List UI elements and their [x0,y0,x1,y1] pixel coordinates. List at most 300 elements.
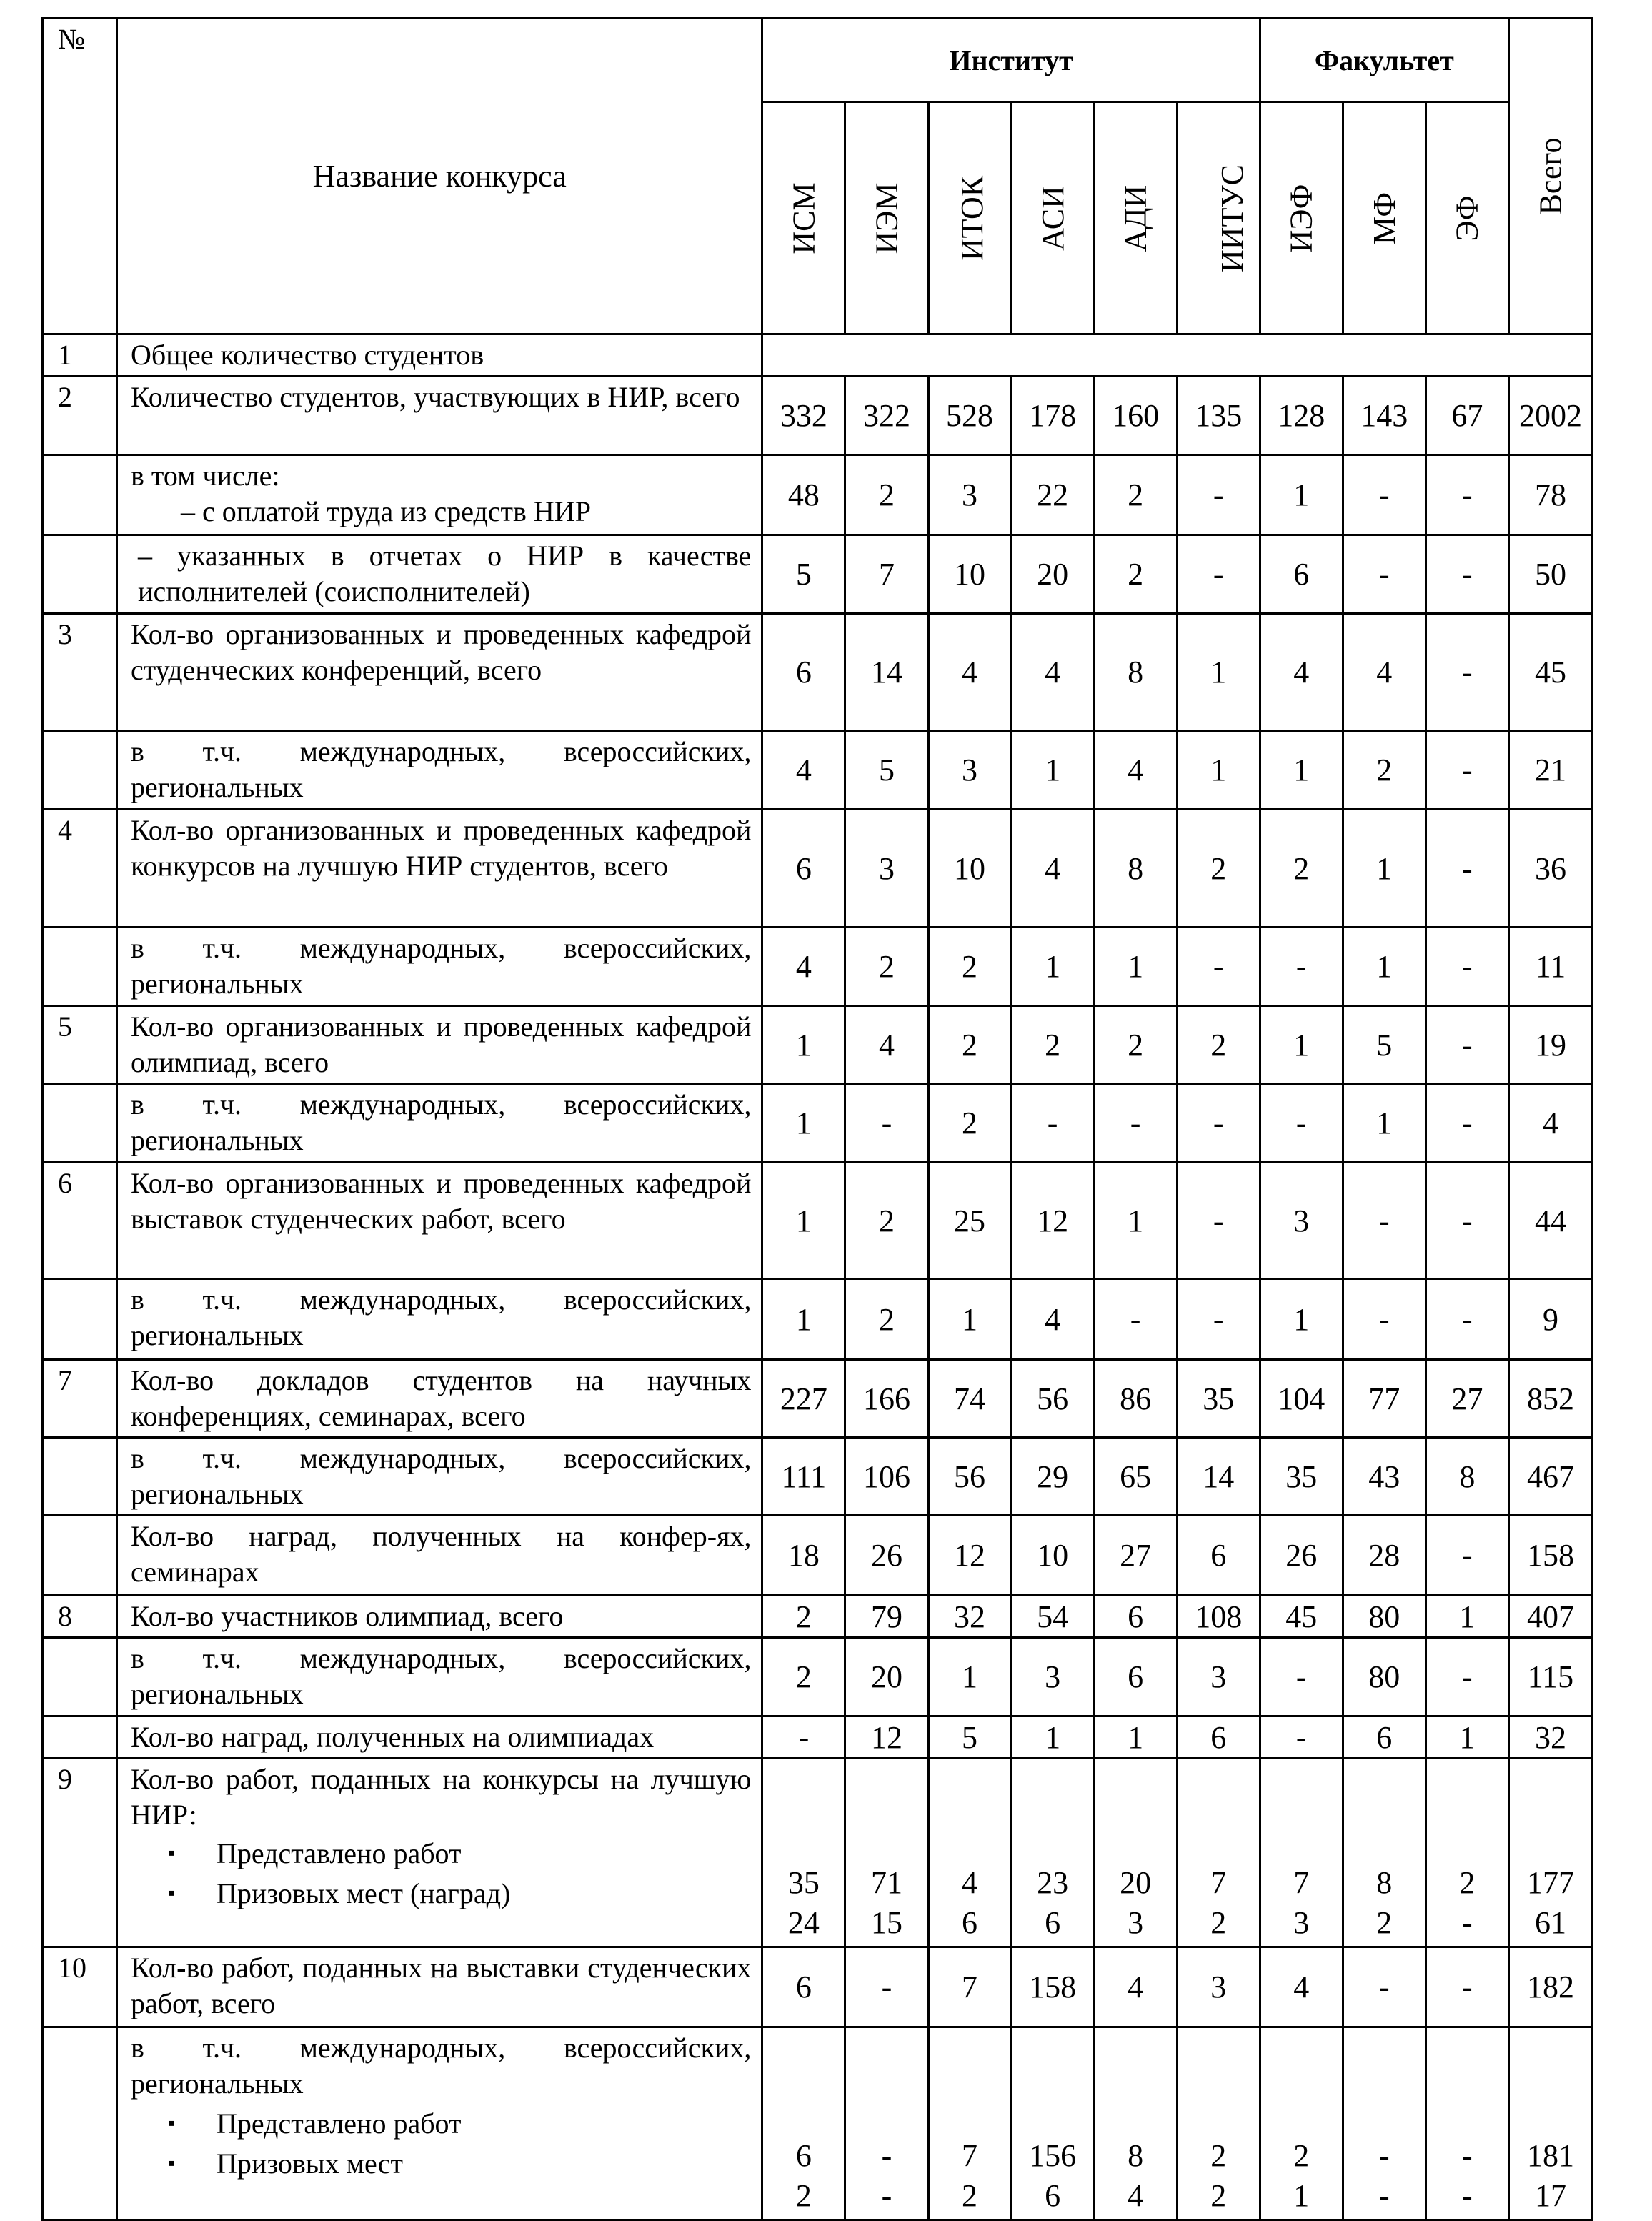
value-cell: 12 [1011,1163,1094,1279]
row-description [117,334,762,377]
value-cell: 1 [762,1279,845,1360]
value-cell: 108 [1177,1596,1260,1638]
value-stacked: 71 [870,1865,902,1900]
value-cell: 3 [845,810,928,928]
value-cell: - [1260,1638,1343,1716]
value-stacked: 7 [962,2138,978,2173]
description-line: – указанных в отчетах о НИР в качестве исполнителей (соисполнителей) [138,540,752,607]
table-row [43,928,1593,1006]
value-cell: 158 [1508,1516,1592,1596]
value-cell: 6 [1177,1516,1260,1596]
value-cell: 6 [762,614,845,731]
row-number: 2 [43,377,117,455]
table-row [43,1438,1593,1516]
value-cell: 78 [1508,455,1592,535]
value-cell: 80 [1343,1638,1425,1716]
description-line: в т.ч. международных, всероссийских, региональных [131,735,752,803]
empty-values-cell [762,334,1593,377]
value-stacked: 156 [1029,2138,1077,2173]
value-cell: 10 [1011,1516,1094,1596]
description-line: в т.ч. международных, всероссийских, региональных [131,2032,752,2100]
value-cell: 27 [1425,1360,1508,1438]
value-stacked: 2 [962,2178,978,2213]
header-contest-name: Название конкурса [117,19,762,334]
value-cell: 56 [1011,1360,1094,1438]
value-cell: 27 [1094,1516,1177,1596]
value-cell: 54 [1011,1596,1094,1638]
value-cell: - [1343,535,1425,614]
value-cell: 2 [1094,1006,1177,1084]
table-row [43,1006,1593,1084]
value-cell: 3 [928,455,1011,535]
value-cell: - [1177,455,1260,535]
value-cell: - [1425,1163,1508,1279]
header-faculty-group: Факультет [1260,19,1508,102]
value-cell: 182 [1508,1947,1592,2027]
value-cell: 7 [845,535,928,614]
value-cell: 332 [762,377,845,455]
bullet-item [131,1876,751,1912]
value-stacked: 61 [1534,1905,1566,1940]
value-cell: 22 [1011,455,1094,535]
value-cell: 111 [762,1438,845,1516]
value-stacked: 6 [795,2138,812,2173]
description-line: в т.ч. международных, всероссийских, региональных [131,1283,752,1351]
header-number: № [43,19,117,334]
value-cell [1508,2027,1592,2220]
row-description [117,1516,762,1596]
value-cell: - [1177,1084,1260,1163]
value-cell: 143 [1343,377,1425,455]
bullet-item [131,2106,751,2142]
value-cell: 50 [1508,535,1592,614]
description-line: – с оплатой труда из средств НИР [181,495,591,527]
description-line: Кол-во наград, полученных на олимпиадах [131,1721,655,1753]
value-stacked: - [1378,2178,1390,2213]
value-cell: 6 [1094,1638,1177,1716]
row-number [43,1638,117,1716]
value-cell [1343,1759,1425,1947]
table-row [43,1516,1593,1596]
value-cell: 45 [1260,1596,1343,1638]
description-line: в т.ч. международных, всероссийских, региональных [131,1442,752,1510]
value-cell: - [1425,810,1508,928]
row-description [117,455,762,535]
header-total-label: Всего [1533,137,1568,215]
row-description [117,1759,762,1947]
value-cell: 1 [1425,1716,1508,1759]
bullet-icon: ▪ [168,1882,175,1904]
value-cell: 852 [1508,1360,1592,1438]
value-cell: 36 [1508,810,1592,928]
description-line: в т.ч. международных, всероссийских, региональных [131,1088,752,1156]
value-cell: 11 [1508,928,1592,1006]
value-cell [1094,1759,1177,1947]
value-cell: 1 [1260,1006,1343,1084]
table-row [43,1759,1593,1947]
value-cell: 106 [845,1438,928,1516]
row-description [117,1438,762,1516]
value-cell: 1 [1094,928,1177,1006]
value-cell: 2 [1177,810,1260,928]
table-row [43,334,1593,377]
table-row [43,2027,1593,2220]
value-cell: 2 [845,928,928,1006]
table-row [43,1638,1593,1716]
row-description [117,1360,762,1438]
value-cell: 9 [1508,1279,1592,1360]
value-cell: 1 [928,1279,1011,1360]
value-cell: 4 [1343,614,1425,731]
value-cell: 5 [762,535,845,614]
value-stacked: 6 [1045,2178,1061,2213]
value-cell: 65 [1094,1438,1177,1516]
value-cell [1011,1759,1094,1947]
value-cell [762,1759,845,1947]
table-row [43,1279,1593,1360]
row-description [117,731,762,810]
value-cell: 8 [1094,810,1177,928]
value-cell: - [1425,1279,1508,1360]
bullet-text: Представлено работ [217,1837,462,1869]
value-cell: 1 [1343,810,1425,928]
value-cell: 1 [1177,731,1260,810]
value-cell: - [1094,1084,1177,1163]
value-cell: 2 [1094,535,1177,614]
header-col-asi: АСИ [1011,102,1094,334]
statistics-table [41,17,1593,2221]
description-line: Кол-во докладов студентов на научных конференциях, семинарах, всего [131,1364,752,1432]
table-header [43,19,1593,334]
value-cell: 20 [1011,535,1094,614]
value-cell [1177,2027,1260,2220]
header-col-ism: ИСМ [762,102,845,334]
value-cell: 12 [845,1716,928,1759]
bullet-text: Призовых мест (наград) [217,1877,511,1909]
table-body [43,334,1593,2220]
value-stacked: 2 [1210,2178,1227,2213]
value-cell: 32 [1508,1716,1592,1759]
value-cell: 1 [762,1006,845,1084]
value-stacked: - [1462,2138,1473,2173]
value-cell: 1 [1011,731,1094,810]
value-stacked: 6 [962,1905,978,1940]
value-cell: 2 [928,1084,1011,1163]
value-cell: 407 [1508,1596,1592,1638]
value-cell: 45 [1508,614,1592,731]
row-description [117,810,762,928]
value-cell: 80 [1343,1596,1425,1638]
value-stacked: 4 [962,1865,978,1900]
value-cell [762,2027,845,2220]
row-number [43,1438,117,1516]
value-cell: 5 [1343,1006,1425,1084]
description-line: в том числе: [131,459,280,492]
table-row [43,1596,1593,1638]
value-cell: 6 [762,810,845,928]
description-line: Кол-во участников олимпиад, всего [131,1600,564,1632]
row-description [117,535,762,614]
value-cell: - [1425,731,1508,810]
value-stacked: 3 [1128,1905,1144,1940]
value-cell [845,2027,928,2220]
value-cell: 43 [1343,1438,1425,1516]
value-stacked: 20 [1120,1865,1152,1900]
value-cell: 2 [762,1596,845,1638]
value-cell [1177,1759,1260,1947]
row-number [43,1516,117,1596]
row-description [117,928,762,1006]
value-cell: 21 [1508,731,1592,810]
value-stacked: 2 [1293,2138,1310,2173]
row-number [43,535,117,614]
description-line: Кол-во наград, полученных на конфер-ях, семинарах [131,1520,752,1588]
row-number [43,455,117,535]
value-cell: 20 [845,1638,928,1716]
value-cell: 28 [1343,1516,1425,1596]
value-cell: 6 [762,1947,845,2027]
header-institute-group: Институт [762,19,1260,102]
value-cell: 1 [762,1084,845,1163]
value-cell: 29 [1011,1438,1094,1516]
value-cell: - [1343,1279,1425,1360]
value-cell [1260,1759,1343,1947]
value-cell: - [845,1947,928,2027]
value-cell: 26 [1260,1516,1343,1596]
value-cell: 1 [1177,614,1260,731]
value-stacked: 35 [787,1865,820,1900]
value-cell: 8 [1425,1438,1508,1516]
header-col-ief: ИЭФ [1260,102,1343,334]
value-cell: 2 [1343,731,1425,810]
bullet-text: Призовых мест [217,2147,403,2180]
value-stacked: - [1378,2138,1390,2173]
value-cell [845,1759,928,1947]
description-line: Кол-во работ, поданных на конкурсы на лучшую НИР: [131,1763,752,1831]
value-cell: 4 [1260,1947,1343,2027]
value-cell [1425,1759,1508,1947]
description-line: Кол-во организованных и проведенных кафедрой выставок студенческих работ, всего [131,1167,752,1235]
row-description [117,1638,762,1716]
value-cell: 77 [1343,1360,1425,1438]
value-stacked: 23 [1037,1865,1069,1900]
value-cell: 178 [1011,377,1094,455]
value-cell: 2 [1094,455,1177,535]
value-stacked: 2 [1210,2138,1227,2173]
value-cell: 1 [762,1163,845,1279]
value-cell: 4 [1260,614,1343,731]
value-cell: - [1425,1947,1508,2027]
value-cell: - [1425,535,1508,614]
value-cell: 1 [1260,731,1343,810]
table-row [43,377,1593,455]
value-cell: 2002 [1508,377,1592,455]
row-number [43,1084,117,1163]
description-line: в т.ч. международных, всероссийских, региональных [131,932,752,1000]
row-description [117,2027,762,2220]
value-cell: - [1094,1279,1177,1360]
value-cell: 3 [928,731,1011,810]
description-line: Кол-во организованных и проведенных кафедрой конкурсов на лучшую НИР студентов, всего [131,814,752,882]
value-cell: 3 [1177,1638,1260,1716]
value-cell: 2 [845,1279,928,1360]
value-stacked: 7 [1210,1865,1227,1900]
bullet-text: Представлено работ [217,2107,462,2140]
value-cell: 2 [1177,1006,1260,1084]
header-total [1508,19,1592,334]
value-cell: 3 [1011,1638,1094,1716]
value-stacked: 24 [787,1905,820,1940]
value-cell: 467 [1508,1438,1592,1516]
value-cell: 25 [928,1163,1011,1279]
value-stacked: - [1462,2178,1473,2213]
value-cell: 4 [1094,731,1177,810]
value-cell: - [1425,455,1508,535]
value-cell: 4 [928,614,1011,731]
value-cell: 1 [1260,1279,1343,1360]
value-cell: - [1260,928,1343,1006]
value-cell: 2 [1011,1006,1094,1084]
table-row [43,1716,1593,1759]
value-cell: - [845,1084,928,1163]
table-row [43,1084,1593,1163]
value-cell: 528 [928,377,1011,455]
value-cell: 6 [1094,1596,1177,1638]
row-description [117,1716,762,1759]
value-stacked: 17 [1534,2178,1566,2213]
bullet-icon: ▪ [168,2152,175,2175]
value-cell: 35 [1177,1360,1260,1438]
row-number: 1 [43,334,117,377]
value-cell: 10 [928,535,1011,614]
value-cell: 104 [1260,1360,1343,1438]
value-cell: 2 [845,455,928,535]
table-row [43,1360,1593,1438]
row-description [117,377,762,455]
row-description [117,1006,762,1084]
value-cell: 44 [1508,1163,1592,1279]
value-cell: 86 [1094,1360,1177,1438]
table-row [43,455,1593,535]
value-stacked: 6 [1045,1905,1061,1940]
value-cell: 26 [845,1516,928,1596]
value-cell: - [1011,1084,1094,1163]
value-cell: - [1425,1084,1508,1163]
value-cell: - [1177,928,1260,1006]
value-cell: 4 [1094,1947,1177,2027]
value-cell: 4 [762,731,845,810]
value-cell [1260,2027,1343,2220]
value-cell: 1 [1011,928,1094,1006]
value-cell: 2 [1260,810,1343,928]
row-number: 5 [43,1006,117,1084]
value-cell: 4 [762,928,845,1006]
value-stacked: - [881,2138,892,2173]
value-cell: 4 [1508,1084,1592,1163]
value-cell: 2 [928,928,1011,1006]
value-cell: 79 [845,1596,928,1638]
row-number [43,2027,117,2220]
bullet-icon: ▪ [168,1842,175,1864]
value-cell: 5 [845,731,928,810]
value-stacked: 1 [1293,2178,1310,2213]
row-description [117,1084,762,1163]
value-cell: - [1177,1163,1260,1279]
value-cell: 14 [845,614,928,731]
value-stacked: 177 [1526,1865,1574,1900]
value-cell: 128 [1260,377,1343,455]
value-cell: 6 [1177,1716,1260,1759]
value-cell: 19 [1508,1006,1592,1084]
value-cell: - [1177,535,1260,614]
value-stacked: 181 [1526,2138,1574,2173]
row-number: 7 [43,1360,117,1438]
row-number: 9 [43,1759,117,1947]
description-line: Кол-во работ, поданных на выставки студенческих работ, всего [131,1952,752,2019]
value-cell: 6 [1343,1716,1425,1759]
value-cell: 227 [762,1360,845,1438]
value-cell: 115 [1508,1638,1592,1716]
value-cell: 3 [1177,1947,1260,2027]
value-stacked: 2 [795,2178,812,2213]
value-cell: - [1425,1006,1508,1084]
value-stacked: 2 [1210,1905,1227,1940]
table-row [43,614,1593,731]
value-cell: 1 [1011,1716,1094,1759]
description-line: Общее количество студентов [131,339,484,371]
value-cell: 74 [928,1360,1011,1438]
value-cell: 10 [928,810,1011,928]
value-cell: 67 [1425,377,1508,455]
value-cell: 56 [928,1438,1011,1516]
description-line: Кол-во организованных и проведенных кафедрой олимпиад, всего [131,1010,752,1078]
description-line: в т.ч. международных, всероссийских, региональных [131,1642,752,1710]
value-cell: - [1425,614,1508,731]
value-cell: 6 [1260,535,1343,614]
value-cell: 2 [928,1006,1011,1084]
value-cell: 18 [762,1516,845,1596]
value-cell: 4 [1011,614,1094,731]
bullet-item [131,1836,751,1872]
table-row [43,1163,1593,1279]
value-stacked: 8 [1376,1865,1393,1900]
description-line: Количество студентов, участвующих в НИР, всего [131,381,740,413]
value-cell [1094,2027,1177,2220]
header-col-iitus: ИИТУС [1177,102,1260,334]
value-cell [928,1759,1011,1947]
value-cell: - [1343,455,1425,535]
header-col-iem: ИЭМ [845,102,928,334]
table-row [43,535,1593,614]
value-cell [1011,2027,1094,2220]
value-cell: - [1260,1716,1343,1759]
header-col-ef: ЭФ [1425,102,1508,334]
value-cell [1343,2027,1425,2220]
value-cell: 322 [845,377,928,455]
value-cell: 1 [1094,1716,1177,1759]
value-cell: 135 [1177,377,1260,455]
value-cell: - [1425,1516,1508,1596]
value-cell: 158 [1011,1947,1094,2027]
value-cell: 2 [762,1638,845,1716]
value-cell: 12 [928,1516,1011,1596]
row-description [117,614,762,731]
value-stacked: 3 [1293,1905,1310,1940]
row-number: 4 [43,810,117,928]
row-number: 3 [43,614,117,731]
value-cell: 4 [1011,810,1094,928]
value-cell: 4 [1011,1279,1094,1360]
